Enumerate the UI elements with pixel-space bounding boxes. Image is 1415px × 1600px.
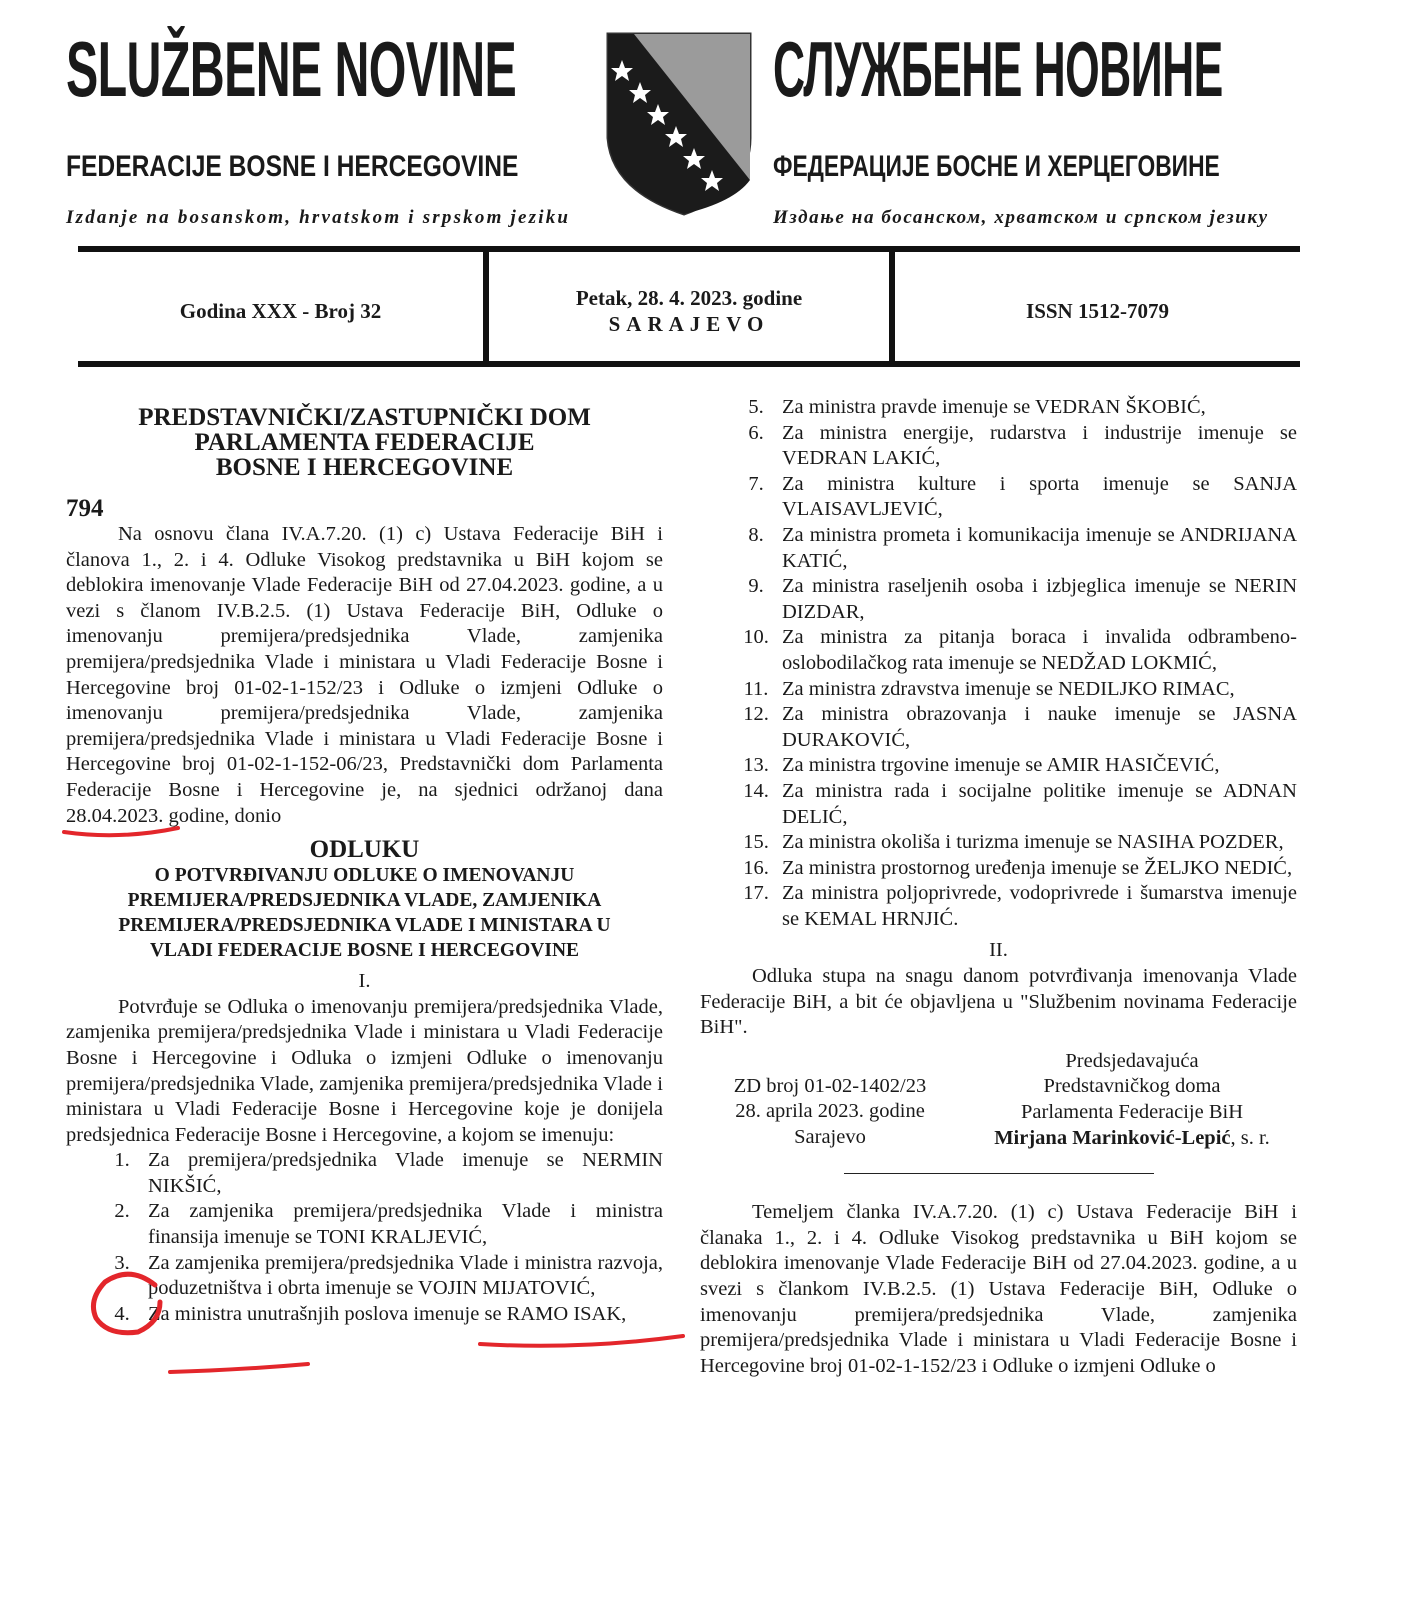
signatory-suffix: , s. r. xyxy=(1230,1126,1270,1149)
decision-line-1: O POTVRĐIVANJU ODLUKE O IMENOVANJU xyxy=(154,865,575,887)
list-item xyxy=(730,523,1297,574)
signatory-role-2: Predstavničkog doma xyxy=(1043,1075,1221,1098)
issuer-line-3: BOSNE I HERCEGOVINE xyxy=(215,454,514,481)
item-text: Za ministra pravde imenuje se VEDRAN ŠKOBIĆ, xyxy=(782,396,1206,418)
item-number: 10. xyxy=(743,626,769,649)
item-number: 5. xyxy=(748,396,764,418)
signatory-block xyxy=(967,1049,1297,1151)
item-number: 1. xyxy=(114,1149,130,1172)
signature-block xyxy=(700,1049,1297,1151)
signature-ref: ZD broj 01-02-1402/23 xyxy=(733,1074,927,1097)
list-item xyxy=(730,830,1297,856)
right-list xyxy=(730,395,1297,932)
signatory-role-3: Parlamenta Federacije BiH xyxy=(1021,1101,1243,1124)
list-item xyxy=(730,881,1297,932)
edition-note-latin: Izdanje na bosanskom, hrvatskom i srpskom jeziku xyxy=(66,207,571,228)
issuer-line-2: PARLAMENTA FEDERACIJE xyxy=(194,429,535,456)
item-number: 12. xyxy=(743,703,769,726)
item-text: Za zamjenika premijera/predsjednika Vlade i ministra finansija imenuje se TONI KRALJEVIĆ, xyxy=(148,1200,663,1249)
list-item xyxy=(96,1302,663,1328)
issue-date: Petak, 28. 4. 2023. godine xyxy=(575,286,803,310)
item-text: Za ministra prostornog uređenja imenuje se ŽELJKO NEDIĆ, xyxy=(782,856,1293,879)
list-item xyxy=(730,395,1297,421)
left-list xyxy=(96,1148,663,1327)
section-1-text: Potvrđuje se Odluka o imenovanju premijera/predsjednika Vlade, zamjenika premijera/predsjednika Vlade i ministara u Vladi Federacije Bosne i Hercegovine i Odluka o izmjeni Odluke o imenovanju premijera/predsjednika Vlade, zamjenika premijera/predsjednika Vlade i ministara u Vladi Federacije Bosne i Hercegovine koje je donijela predsjednica Federacije Bosne i Hercegovine, a kojom se imenuju: xyxy=(66,995,663,1146)
preamble-date: 28.04.2023. xyxy=(66,804,164,827)
list-item xyxy=(730,472,1297,523)
preamble-end: godine, donio xyxy=(163,804,282,827)
list-item xyxy=(96,1251,663,1302)
item-text: Za ministra kulture i sporta imenuje se SANJA VLAISAVLJEVIĆ, xyxy=(782,472,1297,521)
decision-line-4: VLADI FEDERACIJE BOSNE I HERCEGOVINE xyxy=(149,940,580,962)
separator-line xyxy=(844,1173,1154,1174)
issuer-line-1: PREDSTAVNIČKI/ZASTUPNIČKI DOM xyxy=(138,404,591,431)
right-column xyxy=(700,395,1297,1379)
item-text: Za ministra unutrašnjih poslova imenuje se RAMO ISAK, xyxy=(148,1302,627,1325)
item-number: 9. xyxy=(748,575,764,598)
list-item xyxy=(96,1148,663,1199)
item-text: Za ministra poljoprivrede, vodoprivrede i šumarstva imenuje se KEMAL HRNJIĆ. xyxy=(782,882,1297,930)
item-number: 3. xyxy=(114,1251,130,1274)
masthead-subtitle-cyrillic: ФЕДЕРАЦИЈЕ БОСНЕ И ХЕРЦЕГОВИНЕ xyxy=(773,150,1220,183)
croatian-version-text: Temeljem članka IV.A.7.20. (1) c) Ustava Federacije BiH i članaka 1., 2. i 4. Odluke Visokog predstavnika u BiH kojom se deblokira imenovanje Vlade Federacije BiH od 27.04.2023. godine, a u svezi s člankom IV.B.2.5. (1) Ustava Federacije BiH, Odluke o imenovanju premijera/predsjednika Vlade, zamjenika premijera/predsjednika Vlade i ministara u Vladi Federacije Bosne i Hercegovine broj 01-02-1-152/23 i Odluke o izmjeni Odluke o xyxy=(700,1201,1297,1377)
item-text: Za ministra raseljenih osoba i izbjeglica imenuje se NERIN DIZDAR, xyxy=(782,575,1297,623)
item-text: Za zamjenika premijera/predsjednika Vlade i ministra razvoja, poduzetništva i obrta imenuje se VOJIN MIJATOVIĆ, xyxy=(148,1251,663,1300)
item-text: Za ministra okoliša i turizma imenuje se NASIHA POZDER, xyxy=(782,831,1284,854)
signature-ref-block xyxy=(700,1049,960,1151)
decision-line-3: PREMIJERA/PREDSJEDNIKA VLADE I MINISTARA U xyxy=(118,915,611,937)
document-number: 794 xyxy=(66,495,104,522)
left-column xyxy=(66,405,663,1327)
item-number: 13. xyxy=(743,754,769,777)
item-text: Za ministra obrazovanja i nauke imenuje se JASNA DURAKOVIĆ, xyxy=(782,703,1297,751)
list-item xyxy=(730,625,1297,676)
masthead-title-latin: SLUŽBENE NOVINE xyxy=(66,25,517,113)
preamble xyxy=(66,522,663,829)
issue-date-box xyxy=(489,258,889,364)
item-number: 7. xyxy=(748,472,764,495)
signature-city: Sarajevo xyxy=(794,1126,866,1149)
list-item xyxy=(730,779,1297,830)
signature-date: 28. aprila 2023. godine xyxy=(735,1100,925,1123)
item-number: 14. xyxy=(743,779,769,802)
decision-subject xyxy=(66,863,663,963)
item-number: 17. xyxy=(743,882,769,905)
signatory-line xyxy=(967,1126,1297,1152)
item-text: Za premijera/predsjednika Vlade imenuje se NERMIN NIKŠIĆ, xyxy=(148,1149,663,1197)
decision-title: ODLUKU xyxy=(309,836,420,864)
item-number: 16. xyxy=(743,856,769,879)
section-2-heading: II. xyxy=(989,939,1008,962)
item-number: 6. xyxy=(748,421,764,444)
masthead-cyrillic xyxy=(773,25,1303,183)
rule-top xyxy=(78,246,1300,252)
list-item xyxy=(730,856,1297,882)
item-text: Za ministra zdravstva imenuje se NEDILJKO RIMAC, xyxy=(782,677,1235,700)
item-text: Za ministra za pitanja boraca i invalida odbrambeno-oslobodilačkog rata imenuje se NEDŽAD LOKMIĆ, xyxy=(782,626,1297,674)
item-number: 15. xyxy=(743,831,769,854)
issue-city: SARAJEVO xyxy=(608,312,770,336)
decision-line-2: PREMIJERA/PREDSJEDNIKA VLADE, ZAMJENIKA xyxy=(127,890,602,912)
masthead-subtitle-latin: FEDERACIJE BOSNE I HERCEGOVINE xyxy=(66,150,519,183)
item-number: 11. xyxy=(743,677,769,700)
item-text: Za ministra rada i socijalne politike imenuje se ADNAN DELIĆ, xyxy=(782,779,1297,828)
list-item xyxy=(730,753,1297,779)
item-text: Za ministra energije, rudarstva i industrije imenuje se VEDRAN LAKIĆ, xyxy=(782,421,1297,470)
item-text: Za ministra trgovine imenuje se AMIR HASIČEVIĆ, xyxy=(782,754,1220,777)
section-1-heading: I. xyxy=(358,970,371,993)
issn: ISSN 1512-7079 xyxy=(1026,299,1169,323)
underline-name xyxy=(170,1364,308,1372)
issue-number: Godina XXX - Broj 32 xyxy=(179,299,382,323)
signatory-name: Mirjana Marinković-Lepić xyxy=(994,1126,1231,1149)
list-item xyxy=(730,421,1297,472)
coat-of-arms-icon xyxy=(604,30,754,216)
masthead-latin xyxy=(66,25,586,183)
list-item xyxy=(96,1199,663,1250)
list-item xyxy=(730,574,1297,625)
issuer-heading xyxy=(66,405,663,480)
list-item xyxy=(730,677,1297,703)
item-text: Za ministra prometa i komunikacija imenuje se ANDRIJANA KATIĆ, xyxy=(782,523,1297,572)
item-number: 8. xyxy=(748,523,764,546)
preamble-text: Na osnovu člana IV.A.7.20. (1) c) Ustava Federacije BiH i članova 1., 2. i 4. Odluke Visokog predstavnika u BiH kojom se deblokira imenovanje Vlade Federacije BiH od 27.04.2023. godine, a u vezi s članom IV.B.2.5. (1) Ustava Federacije BiH, Odluke o imenovanju premijera/predsjednika Vlade, zamjenika premijera/predsjednika Vlade i ministara u Vladi Federacije Bosne i Hercegovine broj 01-02-1-152/23 i Odluke o izmjeni Odluke o imenovanju premijera/predsjednika Vlade, zamjenika premijera/predsjednika Vlade i ministara u Vladi Federacije Bosne i Hercegovine broj 01-02-1-152-06/23, Predstavnički dom Parlamenta Federacije Bosne i Hercegovine je, na sjednici održanoj dana xyxy=(66,523,663,801)
item-number: 4. xyxy=(114,1302,130,1325)
edition-note-cyrillic: Издање на босанском, хрватском и српском језику xyxy=(773,207,1269,228)
section-2-text: Odluka stupa na snagu danom potvrđivanja imenovanja Vlade Federacije BiH, a bit će objavljena u "Službenim novinama Federacije BiH". xyxy=(700,965,1297,1039)
signatory-role-1: Predsjedavajuća xyxy=(1065,1049,1199,1072)
underline-imenuje xyxy=(480,1336,683,1346)
item-number: 2. xyxy=(114,1200,130,1223)
masthead-title-cyrillic: СЛУЖБЕНЕ НОВИНЕ xyxy=(773,25,1223,113)
list-item xyxy=(730,702,1297,753)
